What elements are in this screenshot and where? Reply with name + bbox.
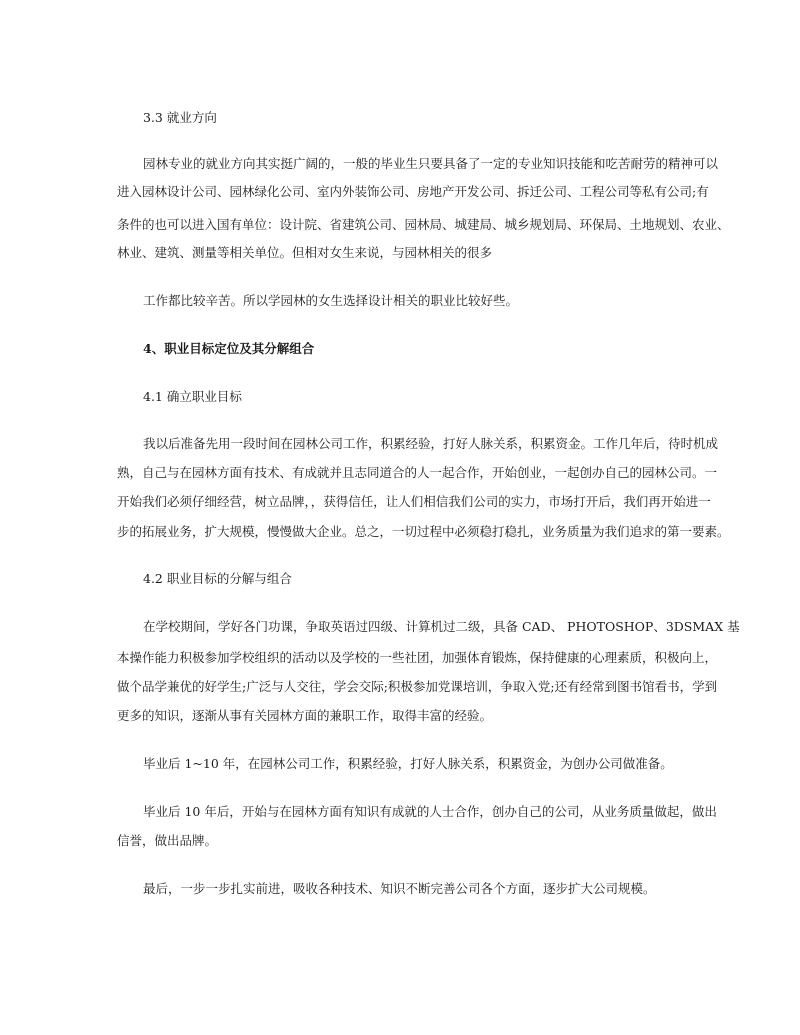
paragraph-line: 更多的知识，逐渐从事有关园林方面的兼职工作，取得丰富的经验。 — [117, 708, 493, 723]
paragraph-line: 工作都比较辛苦。所以学园林的女生选择设计相关的职业比较好些。 — [143, 293, 519, 308]
paragraph-line: 条件的也可以进入国有单位：设计院、省建筑公司、园林局、城建局、城乡规划局、环保局、土地规划、农业、 — [117, 217, 730, 232]
paragraph-line: 毕业后 10 年后，开始与在园林方面有知识有成就的人士合作，创办自己的公司，从业务质量做起，做出 — [143, 804, 717, 819]
paragraph-line: 最后，一步一步扎实前进，吸收各种技术、知识不断完善公司各个方面，逐步扩大公司规模。 — [143, 881, 656, 896]
section-heading-4-2: 4.2 职业目标的分解与组合 — [143, 571, 292, 586]
paragraph-line: 进入园林设计公司、园林绿化公司、室内外装饰公司、房地产开发公司、拆迁公司、工程公司等私有公司;有 — [117, 184, 709, 199]
paragraph-line: 本操作能力积极参加学校组织的活动以及学校的一些社团，加强体育锻炼，保持健康的心理素质，积极向上， — [117, 650, 718, 665]
paragraph-line: 园林专业的就业方向其实挺广阔的，一般的毕业生只要具备了一定的专业知识技能和吃苦耐劳的精神可以 — [143, 156, 719, 171]
paragraph-line: 开始我们必须仔细经营，树立品牌，，获得信任，让人们相信我们公司的实力，市场打开后，我们再开始进一 — [117, 494, 711, 509]
paragraph-line: 做个品学兼优的好学生;广泛与人交往，学会交际;积极参加党课培训，争取入党;还有经常到图书馆看书，学到 — [117, 679, 718, 694]
paragraph-line: 信誉，做出品牌。 — [117, 833, 218, 848]
paragraph-line: 林业、建筑、测量等相关单位。但相对女生来说，与园林相关的很多 — [117, 245, 493, 260]
paragraph-line: 熟，自己与在园林方面有技术、有成就并且志同道合的人一起合作，开始创业，一起创办自己的园林公司。一 — [117, 465, 718, 480]
section-heading-4-1: 4.1 确立职业目标 — [143, 389, 242, 404]
paragraph-line: 在学校期间，学好各门功课，争取英语过四级、计算机过二级，具备 CAD、 PHOTOSHOP、3DSMAX 基 — [143, 619, 740, 634]
section-heading-4: 4、职业目标定位及其分解组合 — [143, 341, 315, 356]
paragraph-line: 步的拓展业务，扩大规模，慢慢做大企业。总之，一切过程中必须稳打稳扎，业务质量为我们追求的第一要素。 — [117, 524, 730, 539]
paragraph-line: 我以后准备先用一段时间在园林公司工作，积累经验，打好人脉关系，积累资金。工作几年后，待时机成 — [143, 436, 719, 451]
paragraph-line: 毕业后 1~10 年，在园林公司工作，积累经验，打好人脉关系，积累资金，为创办公司做准备。 — [143, 756, 673, 771]
section-heading-3-3: 3.3 就业方向 — [143, 110, 217, 125]
